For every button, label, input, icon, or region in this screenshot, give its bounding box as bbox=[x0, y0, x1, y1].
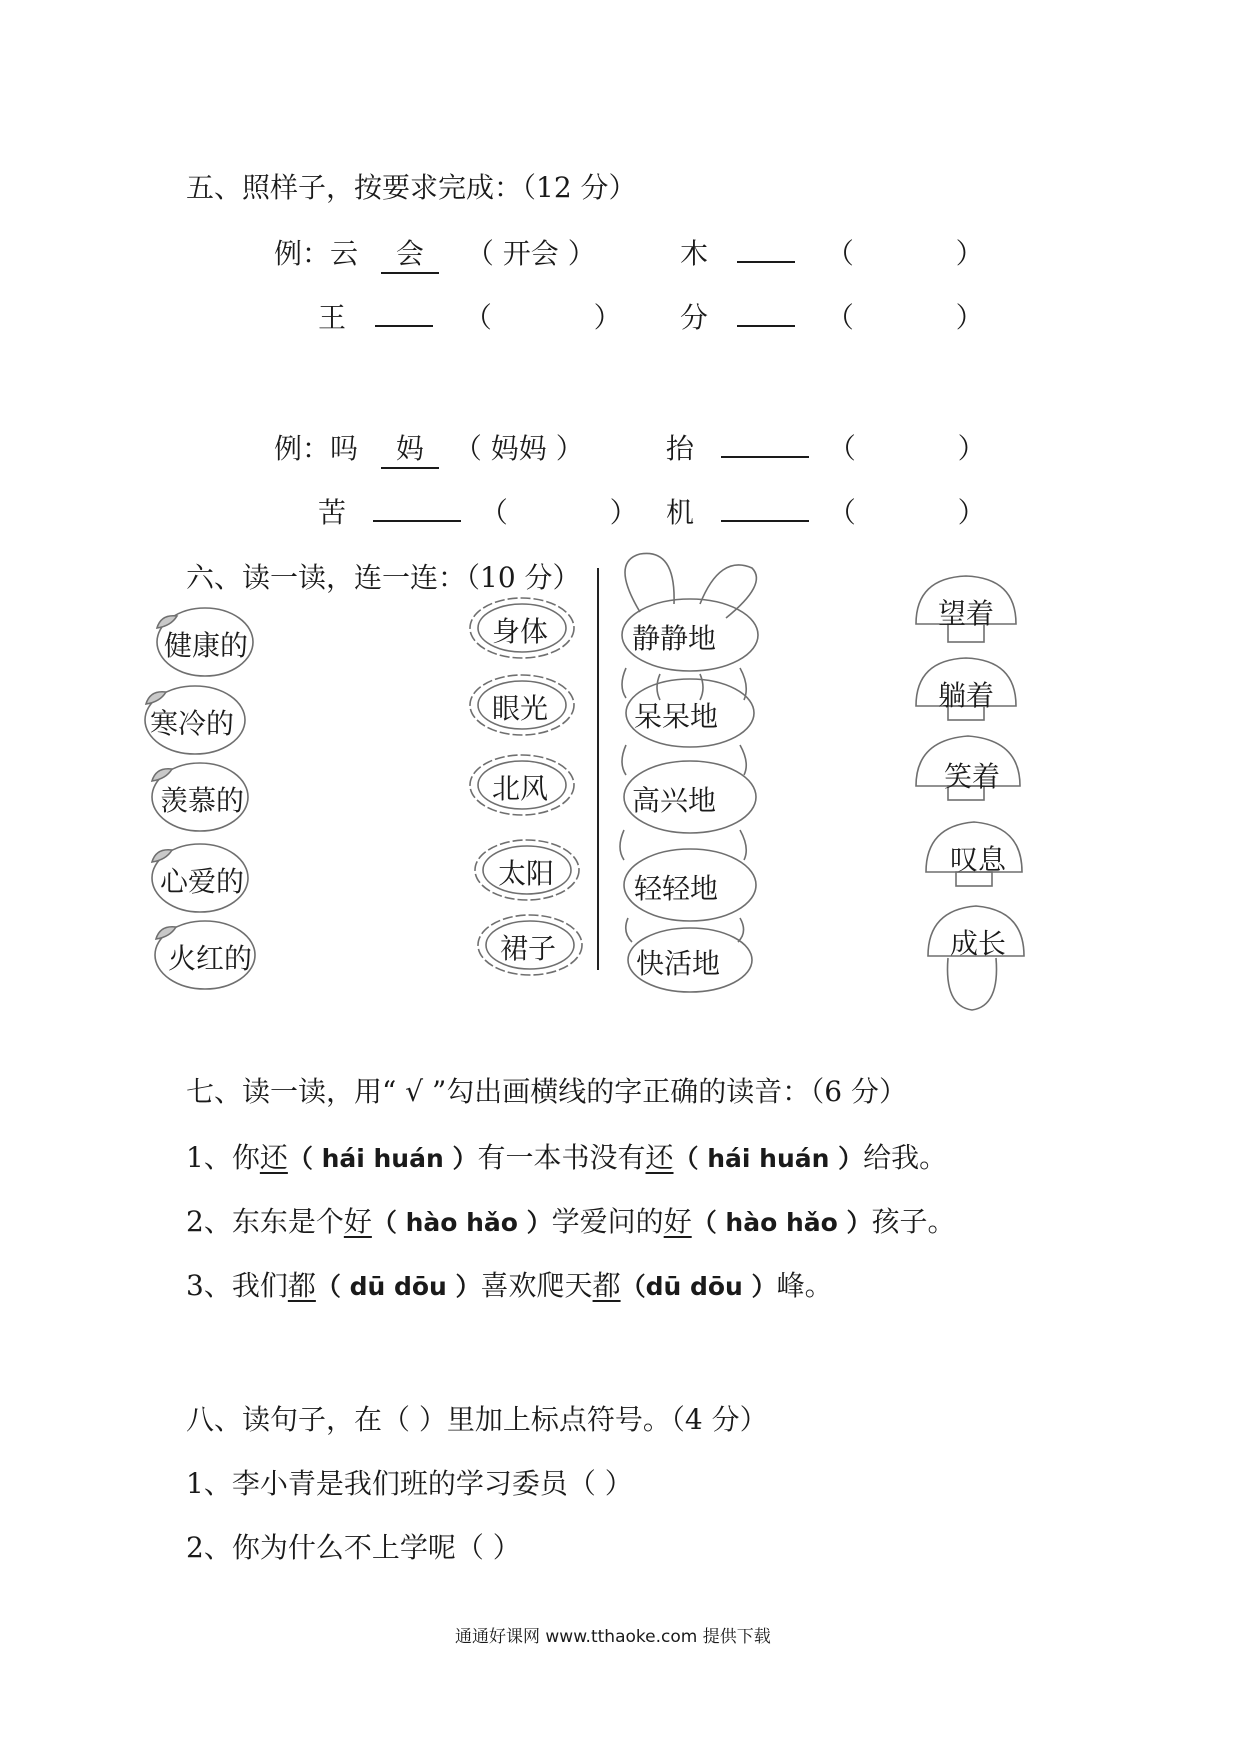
leaf-word: 寒冷的 bbox=[150, 707, 235, 740]
close-paren: ） bbox=[955, 301, 984, 334]
flower-word: 身体 bbox=[492, 615, 549, 648]
exercise-char: 王 bbox=[318, 301, 347, 334]
example-word: 妈妈 bbox=[490, 432, 547, 465]
open-paren: （ bbox=[453, 432, 482, 465]
underlined-char: 还 bbox=[645, 1141, 674, 1174]
close-paren: ） bbox=[957, 496, 986, 529]
open-paren: （ bbox=[465, 237, 494, 270]
mushroom-word: 叹息 bbox=[950, 843, 1007, 876]
flower-word: 太阳 bbox=[498, 857, 555, 890]
pinyin-question-2 bbox=[186, 1200, 956, 1240]
leaf-word: 心爱的 bbox=[160, 865, 245, 898]
text: 东东是个 bbox=[231, 1205, 344, 1238]
pinyin-options[interactable]: （ hái huán ） bbox=[287, 1144, 478, 1173]
pinyin-options[interactable]: （ hào hǎo ） bbox=[371, 1208, 552, 1237]
flower-word: 北风 bbox=[492, 772, 549, 805]
open-paren: （ bbox=[825, 301, 854, 334]
leaf-word: 火红的 bbox=[168, 942, 253, 975]
open-paren: （ bbox=[827, 496, 856, 529]
pinyin-options[interactable]: （ dū dōu ） bbox=[315, 1272, 481, 1301]
exercise-char: 抬 bbox=[666, 432, 695, 465]
text: 你 bbox=[231, 1141, 260, 1174]
adverb-word: 轻轻地 bbox=[634, 872, 719, 905]
pinyin-question-1 bbox=[186, 1136, 947, 1176]
section-5-title: 五、照样子，按要求完成：（12 分） bbox=[186, 171, 637, 204]
close-paren: ） bbox=[567, 237, 596, 270]
section-6-title: 六、读一读，连一连：（10 分） bbox=[186, 561, 581, 594]
close-paren: ） bbox=[609, 496, 638, 529]
example-prefix: 例： bbox=[274, 432, 331, 465]
adverb-word: 快活地 bbox=[636, 947, 721, 980]
open-paren: （ bbox=[825, 237, 854, 270]
close-paren: ） bbox=[555, 432, 584, 465]
mushroom-word: 成长 bbox=[950, 927, 1007, 960]
flower-word: 裙子 bbox=[500, 932, 557, 965]
footer-source: 通通好课网 www.tthaoke.com 提供下载 bbox=[455, 1627, 771, 1647]
pinyin-question-3 bbox=[186, 1264, 833, 1304]
close-paren: ） bbox=[955, 237, 984, 270]
section-8-title: 八、读句子，在（ ）里加上标点符号。（4 分） bbox=[186, 1403, 768, 1436]
underlined-char: 还 bbox=[259, 1141, 288, 1174]
punctuation-question-2[interactable]: 2、你为什么不上学呢（ ） bbox=[186, 1531, 521, 1564]
example-char: 吗 bbox=[330, 432, 359, 465]
mushroom-word: 望着 bbox=[938, 597, 995, 630]
question-number: 1、 bbox=[186, 1141, 232, 1174]
pinyin-options[interactable]: （dū dōu ） bbox=[620, 1272, 777, 1301]
question-number: 3、 bbox=[186, 1269, 232, 1302]
pinyin-options[interactable]: （ hào hǎo ） bbox=[691, 1208, 872, 1237]
close-paren: ） bbox=[593, 301, 622, 334]
open-paren: （ bbox=[479, 496, 508, 529]
punctuation-question-1[interactable]: 1、李小青是我们班的学习委员（ ） bbox=[186, 1467, 633, 1500]
underlined-char: 都 bbox=[592, 1269, 621, 1302]
open-paren: （ bbox=[827, 432, 856, 465]
mushroom-word: 躺着 bbox=[938, 679, 995, 712]
open-paren: （ bbox=[463, 301, 492, 334]
text: 喜欢爬天 bbox=[480, 1269, 593, 1302]
adverb-word: 呆呆地 bbox=[634, 700, 719, 733]
exercise-char: 苦 bbox=[318, 496, 347, 529]
example-word: 开会 bbox=[502, 237, 559, 270]
text: 学爱问的 bbox=[551, 1205, 664, 1238]
text: 孩子。 bbox=[871, 1205, 956, 1238]
example-answer: 妈 bbox=[381, 427, 439, 469]
flower-word: 眼光 bbox=[492, 692, 549, 725]
exercise-char: 机 bbox=[666, 496, 695, 529]
example-char: 云 bbox=[330, 237, 359, 270]
leaf-word: 健康的 bbox=[164, 629, 249, 662]
text: 我们 bbox=[231, 1269, 288, 1302]
text: 峰。 bbox=[776, 1269, 833, 1302]
close-paren: ） bbox=[957, 432, 986, 465]
section-7-title: 七、读一读，用“ √ ”勾出画横线的字正确的读音：（6 分） bbox=[186, 1075, 907, 1108]
question-number: 2、 bbox=[186, 1205, 232, 1238]
exercise-char: 分 bbox=[680, 301, 709, 334]
adverb-word: 高兴地 bbox=[632, 784, 717, 817]
pinyin-options[interactable]: （ hái huán ） bbox=[673, 1144, 864, 1173]
underlined-char: 好 bbox=[343, 1205, 372, 1238]
exercise-char: 木 bbox=[680, 237, 709, 270]
underlined-char: 好 bbox=[663, 1205, 692, 1238]
example-prefix: 例： bbox=[274, 237, 331, 270]
example-answer: 会 bbox=[381, 232, 439, 274]
underlined-char: 都 bbox=[287, 1269, 316, 1302]
leaf-word: 羡慕的 bbox=[160, 784, 245, 817]
text: 给我。 bbox=[863, 1141, 948, 1174]
mushroom-word: 笑着 bbox=[944, 760, 1001, 793]
adverb-word: 静静地 bbox=[632, 622, 717, 655]
text: 有一本书没有 bbox=[477, 1141, 646, 1174]
